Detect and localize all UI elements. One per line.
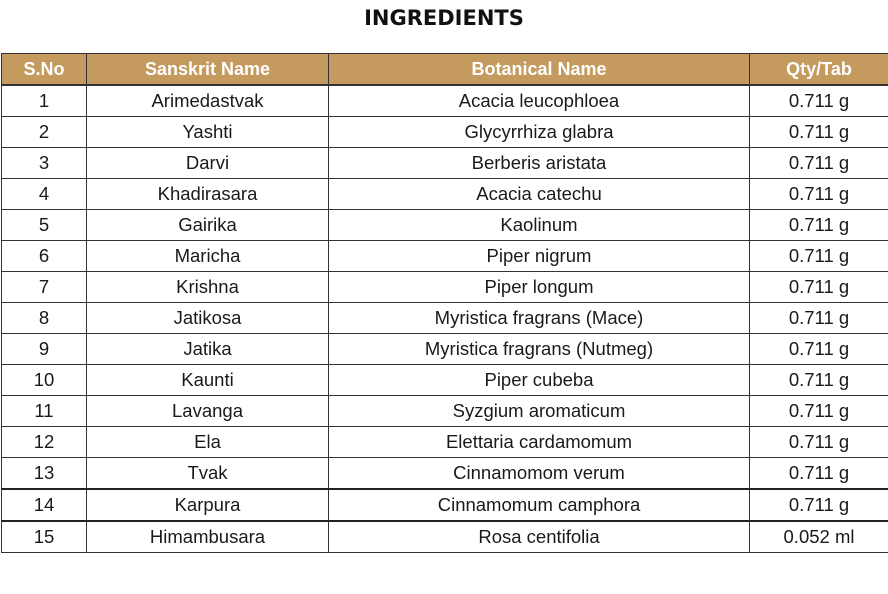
cell-sno: 8 xyxy=(2,303,87,334)
cell-botanical-name: Piper nigrum xyxy=(329,241,750,272)
table-row xyxy=(2,303,888,334)
cell-qty: 0.711 g xyxy=(750,365,888,396)
cell-sanskrit-name: Darvi xyxy=(87,148,329,179)
cell-botanical-name: Myristica fragrans (Nutmeg) xyxy=(329,334,750,365)
cell-sanskrit-name: Khadirasara xyxy=(87,179,329,210)
table-row xyxy=(2,396,888,427)
cell-qty: 0.711 g xyxy=(750,85,888,117)
cell-sno: 12 xyxy=(2,427,87,458)
cell-qty: 0.711 g xyxy=(750,303,888,334)
cell-qty: 0.711 g xyxy=(750,427,888,458)
table-row xyxy=(2,148,888,179)
cell-qty: 0.711 g xyxy=(750,148,888,179)
cell-botanical-name: Cinnamomum camphora xyxy=(329,489,750,521)
ingredients-table xyxy=(1,53,888,553)
table-row xyxy=(2,489,888,521)
cell-botanical-name: Elettaria cardamomum xyxy=(329,427,750,458)
table-row xyxy=(2,334,888,365)
cell-sanskrit-name: Arimedastvak xyxy=(87,85,329,117)
column-header-botanical-name: Botanical Name xyxy=(329,54,750,86)
table-row xyxy=(2,427,888,458)
column-header-sno: S.No xyxy=(2,54,87,86)
cell-sanskrit-name: Tvak xyxy=(87,458,329,490)
table-row xyxy=(2,458,888,490)
cell-qty: 0.052 ml xyxy=(750,521,888,553)
cell-botanical-name: Myristica fragrans (Mace) xyxy=(329,303,750,334)
cell-qty: 0.711 g xyxy=(750,489,888,521)
cell-sanskrit-name: Gairika xyxy=(87,210,329,241)
cell-sno: 14 xyxy=(2,489,87,521)
cell-sno: 15 xyxy=(2,521,87,553)
cell-botanical-name: Cinnamomom verum xyxy=(329,458,750,490)
cell-sno: 2 xyxy=(2,117,87,148)
column-header-qty-per-tab: Qty/Tab xyxy=(750,54,888,86)
cell-qty: 0.711 g xyxy=(750,458,888,490)
cell-sanskrit-name: Maricha xyxy=(87,241,329,272)
cell-qty: 0.711 g xyxy=(750,272,888,303)
cell-sno: 9 xyxy=(2,334,87,365)
cell-sno: 11 xyxy=(2,396,87,427)
cell-botanical-name: Piper longum xyxy=(329,272,750,303)
table-row xyxy=(2,272,888,303)
table-row xyxy=(2,85,888,117)
cell-sanskrit-name: Lavanga xyxy=(87,396,329,427)
cell-sanskrit-name: Karpura xyxy=(87,489,329,521)
table-row xyxy=(2,365,888,396)
cell-botanical-name: Berberis aristata xyxy=(329,148,750,179)
table-body xyxy=(2,85,888,553)
table-row xyxy=(2,117,888,148)
cell-sno: 4 xyxy=(2,179,87,210)
cell-botanical-name: Acacia catechu xyxy=(329,179,750,210)
table-row xyxy=(2,241,888,272)
cell-qty: 0.711 g xyxy=(750,396,888,427)
cell-qty: 0.711 g xyxy=(750,117,888,148)
cell-sanskrit-name: Himambusara xyxy=(87,521,329,553)
cell-sno: 10 xyxy=(2,365,87,396)
cell-sno: 3 xyxy=(2,148,87,179)
table-header-row xyxy=(2,54,888,86)
cell-sno: 7 xyxy=(2,272,87,303)
table-row xyxy=(2,210,888,241)
cell-botanical-name: Glycyrrhiza glabra xyxy=(329,117,750,148)
cell-qty: 0.711 g xyxy=(750,179,888,210)
cell-sanskrit-name: Jatikosa xyxy=(87,303,329,334)
cell-sno: 1 xyxy=(2,85,87,117)
cell-botanical-name: Syzgium aromaticum xyxy=(329,396,750,427)
cell-sno: 5 xyxy=(2,210,87,241)
cell-sanskrit-name: Kaunti xyxy=(87,365,329,396)
cell-sanskrit-name: Yashti xyxy=(87,117,329,148)
table-row xyxy=(2,521,888,553)
cell-botanical-name: Kaolinum xyxy=(329,210,750,241)
table-row xyxy=(2,179,888,210)
cell-sanskrit-name: Ela xyxy=(87,427,329,458)
column-header-sanskrit-name: Sanskrit Name xyxy=(87,54,329,86)
cell-botanical-name: Acacia leucophloea xyxy=(329,85,750,117)
cell-sanskrit-name: Jatika xyxy=(87,334,329,365)
cell-qty: 0.711 g xyxy=(750,210,888,241)
cell-qty: 0.711 g xyxy=(750,334,888,365)
cell-qty: 0.711 g xyxy=(750,241,888,272)
page-title: INGREDIENTS xyxy=(364,6,524,30)
cell-botanical-name: Piper cubeba xyxy=(329,365,750,396)
cell-sno: 13 xyxy=(2,458,87,490)
cell-botanical-name: Rosa centifolia xyxy=(329,521,750,553)
cell-sanskrit-name: Krishna xyxy=(87,272,329,303)
cell-sno: 6 xyxy=(2,241,87,272)
